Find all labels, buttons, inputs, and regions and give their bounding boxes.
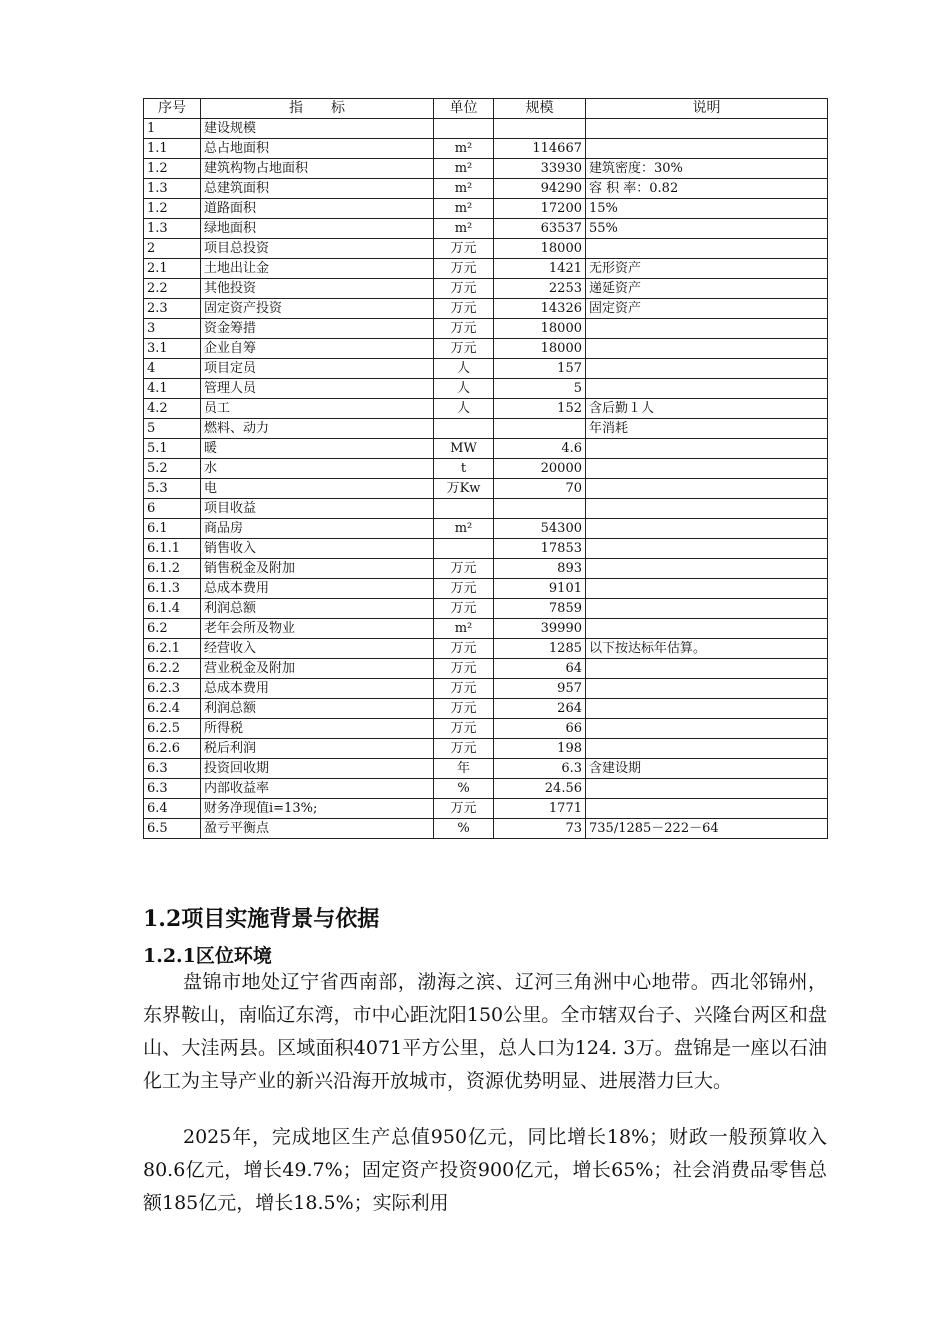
- header-no: 序号: [144, 99, 201, 119]
- indicator-name: 销售税金及附加: [201, 559, 434, 579]
- scale-value: 20000: [494, 459, 586, 479]
- header-unit: 单位: [434, 99, 494, 119]
- scale-value: 54300: [494, 519, 586, 539]
- indicator-name: 建筑构物占地面积: [201, 159, 434, 179]
- row-number: 6.3: [144, 759, 201, 779]
- row-number: 6.5: [144, 819, 201, 839]
- indicator-name: 固定资产投资: [201, 299, 434, 319]
- indicator-name: 财务净现值i=13%;: [201, 799, 434, 819]
- note: [586, 699, 828, 719]
- row-number: 4.1: [144, 379, 201, 399]
- table-row: [144, 659, 828, 679]
- unit: m²: [434, 139, 494, 159]
- note: [586, 779, 828, 799]
- unit: m²: [434, 619, 494, 639]
- table-row: [144, 139, 828, 159]
- table-row: [144, 599, 828, 619]
- section-heading: 1.2项目实施背景与依据: [143, 906, 380, 932]
- scale-value: 9101: [494, 579, 586, 599]
- scale-value: 94290: [494, 179, 586, 199]
- indicator-name: 经营收入: [201, 639, 434, 659]
- row-number: 1.1: [144, 139, 201, 159]
- scale-value: 4.6: [494, 439, 586, 459]
- unit: 万元: [434, 319, 494, 339]
- table-row: [144, 179, 828, 199]
- table-row: [144, 719, 828, 739]
- unit: 人: [434, 399, 494, 419]
- header-note: 说明: [586, 99, 828, 119]
- scale-value: [494, 419, 586, 439]
- indicator-name: 利润总额: [201, 699, 434, 719]
- note: [586, 239, 828, 259]
- table-row: [144, 439, 828, 459]
- scale-value: [494, 499, 586, 519]
- scale-value: 17853: [494, 539, 586, 559]
- indicator-name: 老年会所及物业: [201, 619, 434, 639]
- note: 固定资产: [586, 299, 828, 319]
- indicator-name: 利润总额: [201, 599, 434, 619]
- table-row: [144, 319, 828, 339]
- note: [586, 659, 828, 679]
- unit: 万Kw: [434, 479, 494, 499]
- header-indicator: 指 标: [201, 99, 434, 119]
- row-number: 1.3: [144, 179, 201, 199]
- table-row: [144, 699, 828, 719]
- unit: 万元: [434, 579, 494, 599]
- indicator-table: [143, 98, 828, 839]
- row-number: 2.2: [144, 279, 201, 299]
- row-number: 1: [144, 119, 201, 139]
- note: [586, 559, 828, 579]
- indicator-name: 税后利润: [201, 739, 434, 759]
- table-row: [144, 299, 828, 319]
- row-number: 6.1.1: [144, 539, 201, 559]
- unit: 年: [434, 759, 494, 779]
- note: [586, 799, 828, 819]
- unit: 万元: [434, 279, 494, 299]
- row-number: 6.2.2: [144, 659, 201, 679]
- row-number: 3.1: [144, 339, 201, 359]
- table-row: [144, 759, 828, 779]
- unit: m²: [434, 219, 494, 239]
- note: [586, 539, 828, 559]
- unit: 万元: [434, 639, 494, 659]
- table-row: [144, 339, 828, 359]
- indicator-name: 项目收益: [201, 499, 434, 519]
- row-number: 6.1.4: [144, 599, 201, 619]
- subsection-heading: 1.2.1区位环境: [143, 945, 272, 967]
- unit: 万元: [434, 259, 494, 279]
- scale-value: 893: [494, 559, 586, 579]
- table-row: [144, 559, 828, 579]
- indicator-name: 项目定员: [201, 359, 434, 379]
- scale-value: 70: [494, 479, 586, 499]
- indicator-name: 总成本费用: [201, 679, 434, 699]
- scale-value: 18000: [494, 339, 586, 359]
- note: [586, 679, 828, 699]
- row-number: 6.2.5: [144, 719, 201, 739]
- indicator-name: 盈亏平衡点: [201, 819, 434, 839]
- scale-value: 39990: [494, 619, 586, 639]
- scale-value: 63537: [494, 219, 586, 239]
- unit: [434, 119, 494, 139]
- row-number: 2: [144, 239, 201, 259]
- scale-value: 1771: [494, 799, 586, 819]
- row-number: 1.3: [144, 219, 201, 239]
- indicator-name: 绿地面积: [201, 219, 434, 239]
- unit: %: [434, 779, 494, 799]
- table-row: [144, 399, 828, 419]
- table-row: [144, 259, 828, 279]
- note: 含后勤１人: [586, 399, 828, 419]
- note: [586, 379, 828, 399]
- unit: [434, 499, 494, 519]
- unit: 万元: [434, 299, 494, 319]
- unit: t: [434, 459, 494, 479]
- scale-value: 6.3: [494, 759, 586, 779]
- row-number: 6.3: [144, 779, 201, 799]
- indicator-name: 总占地面积: [201, 139, 434, 159]
- indicator-name: 资金筹措: [201, 319, 434, 339]
- table-row: [144, 419, 828, 439]
- scale-value: 5: [494, 379, 586, 399]
- header-scale: 规模: [494, 99, 586, 119]
- note: [586, 459, 828, 479]
- table-header-row: [144, 99, 828, 119]
- indicator-name: 总建筑面积: [201, 179, 434, 199]
- table-row: [144, 239, 828, 259]
- table-row: [144, 459, 828, 479]
- unit: %: [434, 819, 494, 839]
- unit: 万元: [434, 339, 494, 359]
- scale-value: 7859: [494, 599, 586, 619]
- indicator-name: 建设规模: [201, 119, 434, 139]
- table-row: [144, 819, 828, 839]
- indicator-name: 企业自筹: [201, 339, 434, 359]
- table-row: [144, 499, 828, 519]
- note: [586, 719, 828, 739]
- note: 无形资产: [586, 259, 828, 279]
- scale-value: 33930: [494, 159, 586, 179]
- indicator-name: 员工: [201, 399, 434, 419]
- row-number: 6.2: [144, 619, 201, 639]
- table-row: [144, 639, 828, 659]
- note: 55%: [586, 219, 828, 239]
- unit: m²: [434, 519, 494, 539]
- table-row: [144, 219, 828, 239]
- paragraph-economy: 2025年，完成地区生产总值950亿元，同比增长18%；财政一般预算收入80.6亿元，增长49.7%；固定资产投资900亿元，增长65%；社会消费品零售总额185亿元，增长18.5%；实际利用: [143, 1126, 827, 1214]
- indicator-name: 总成本费用: [201, 579, 434, 599]
- table-row: [144, 799, 828, 819]
- table-row: [144, 199, 828, 219]
- row-number: 5.2: [144, 459, 201, 479]
- scale-value: 24.56: [494, 779, 586, 799]
- table-row: [144, 119, 828, 139]
- unit: m²: [434, 159, 494, 179]
- indicator-name: 投资回收期: [201, 759, 434, 779]
- unit: 人: [434, 359, 494, 379]
- note: [586, 499, 828, 519]
- note: [586, 119, 828, 139]
- note: [586, 339, 828, 359]
- note: [586, 139, 828, 159]
- unit: 万元: [434, 739, 494, 759]
- table-row: [144, 579, 828, 599]
- indicator-name: 电: [201, 479, 434, 499]
- note: [586, 519, 828, 539]
- note: 容 积 率：0.82: [586, 179, 828, 199]
- paragraph-location: 盘锦市地处辽宁省西南部，渤海之滨、辽河三角洲中心地带。西北邻锦州，东界鞍山，南临辽东湾，市中心距沈阳150公里。全市辖双台子、兴隆台两区和盘山、大洼两县。区域面积4071平方公里，总人口为124. 3万。盘锦是一座以石油化工为主导产业的新兴沿海开放城市，资源优势明显、进展潜力巨大。: [143, 971, 827, 1092]
- indicator-name: 所得税: [201, 719, 434, 739]
- unit: 万元: [434, 659, 494, 679]
- scale-value: 18000: [494, 319, 586, 339]
- note: [586, 579, 828, 599]
- note: 含建设期: [586, 759, 828, 779]
- unit: 万元: [434, 679, 494, 699]
- note: [586, 599, 828, 619]
- row-number: 2.1: [144, 259, 201, 279]
- row-number: 6.2.3: [144, 679, 201, 699]
- row-number: 6.2.6: [144, 739, 201, 759]
- indicator-name: 燃料、动力: [201, 419, 434, 439]
- table-row: [144, 539, 828, 559]
- row-number: 6.1: [144, 519, 201, 539]
- unit: m²: [434, 179, 494, 199]
- note: 735/1285－222－64: [586, 819, 828, 839]
- note: [586, 319, 828, 339]
- unit: 人: [434, 379, 494, 399]
- scale-value: 73: [494, 819, 586, 839]
- row-number: 6.2.4: [144, 699, 201, 719]
- indicator-name: 营业税金及附加: [201, 659, 434, 679]
- table-row: [144, 619, 828, 639]
- scale-value: 66: [494, 719, 586, 739]
- table-row: [144, 779, 828, 799]
- table-row: [144, 479, 828, 499]
- scale-value: 14326: [494, 299, 586, 319]
- row-number: 5.3: [144, 479, 201, 499]
- unit: MW: [434, 439, 494, 459]
- scale-value: 198: [494, 739, 586, 759]
- note: 年消耗: [586, 419, 828, 439]
- table-row: [144, 279, 828, 299]
- row-number: 4: [144, 359, 201, 379]
- row-number: 5: [144, 419, 201, 439]
- row-number: 1.2: [144, 159, 201, 179]
- scale-value: 264: [494, 699, 586, 719]
- unit: 万元: [434, 239, 494, 259]
- indicator-name: 项目总投资: [201, 239, 434, 259]
- scale-value: 1421: [494, 259, 586, 279]
- indicator-name: 商品房: [201, 519, 434, 539]
- scale-value: 157: [494, 359, 586, 379]
- scale-value: 17200: [494, 199, 586, 219]
- table-body: [144, 119, 828, 839]
- row-number: 3: [144, 319, 201, 339]
- indicator-name: 销售收入: [201, 539, 434, 559]
- scale-value: 957: [494, 679, 586, 699]
- row-number: 6.1.3: [144, 579, 201, 599]
- row-number: 1.2: [144, 199, 201, 219]
- unit: 万元: [434, 699, 494, 719]
- row-number: 2.3: [144, 299, 201, 319]
- table-row: [144, 519, 828, 539]
- note: [586, 619, 828, 639]
- row-number: 5.1: [144, 439, 201, 459]
- scale-value: 152: [494, 399, 586, 419]
- scale-value: 1285: [494, 639, 586, 659]
- unit: 万元: [434, 599, 494, 619]
- row-number: 6: [144, 499, 201, 519]
- unit: [434, 419, 494, 439]
- row-number: 4.2: [144, 399, 201, 419]
- unit: 万元: [434, 559, 494, 579]
- indicator-name: 暖: [201, 439, 434, 459]
- table-row: [144, 739, 828, 759]
- note: [586, 439, 828, 459]
- note: 递延资产: [586, 279, 828, 299]
- unit: m²: [434, 199, 494, 219]
- row-number: 6.4: [144, 799, 201, 819]
- row-number: 6.2.1: [144, 639, 201, 659]
- note: [586, 359, 828, 379]
- indicator-name: 水: [201, 459, 434, 479]
- indicator-name: 其他投资: [201, 279, 434, 299]
- note: 建筑密度：30%: [586, 159, 828, 179]
- scale-value: 64: [494, 659, 586, 679]
- table-row: [144, 379, 828, 399]
- note: 15%: [586, 199, 828, 219]
- unit: [434, 539, 494, 559]
- scale-value: [494, 119, 586, 139]
- unit: 万元: [434, 719, 494, 739]
- scale-value: 114667: [494, 139, 586, 159]
- note: [586, 479, 828, 499]
- table-row: [144, 679, 828, 699]
- note: 以下按达标年估算。: [586, 639, 828, 659]
- scale-value: 2253: [494, 279, 586, 299]
- row-number: 6.1.2: [144, 559, 201, 579]
- scale-value: 18000: [494, 239, 586, 259]
- table-row: [144, 159, 828, 179]
- note: [586, 739, 828, 759]
- indicator-name: 内部收益率: [201, 779, 434, 799]
- unit: 万元: [434, 799, 494, 819]
- indicator-name: 道路面积: [201, 199, 434, 219]
- indicator-name: 土地出让金: [201, 259, 434, 279]
- indicator-name: 管理人员: [201, 379, 434, 399]
- table-row: [144, 359, 828, 379]
